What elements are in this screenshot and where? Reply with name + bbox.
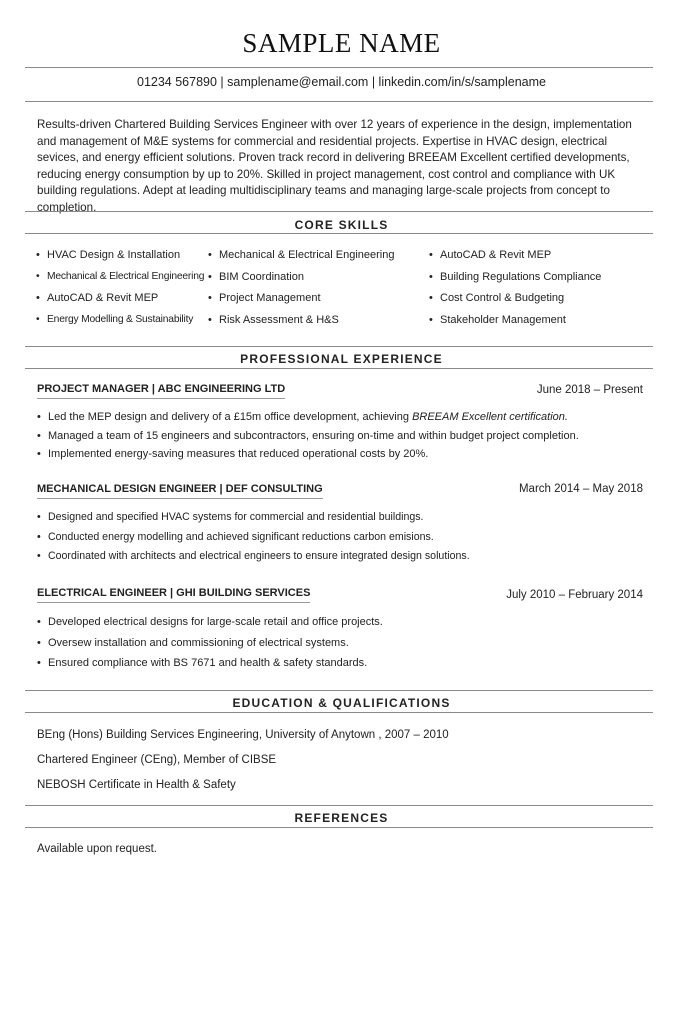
divider: [25, 67, 653, 68]
section-title-education: EDUCATION & QUALIFICATIONS: [232, 696, 451, 710]
job-bullet: [37, 411, 568, 423]
job-bullet: [37, 430, 579, 442]
bullet-text: Developed electrical designs for large-scale retail and office projects.: [48, 616, 383, 628]
job-bullet: [37, 657, 367, 669]
job-bullet: [37, 531, 434, 543]
bullet-icon: •: [208, 292, 212, 304]
skill-label: HVAC Design & Installation: [47, 249, 181, 261]
bullet-text: Conducted energy modelling and achieved significant reductions carbon emisions.: [48, 531, 434, 543]
bullet-icon: •: [208, 271, 212, 283]
references-text: Available upon request.: [37, 843, 157, 855]
skill-item: [429, 314, 566, 326]
professional-summary: Results-driven Chartered Building Services Engineer with over 12 years of experience in the design, implementation and management of M&E systems for commercial and residential projects. Expertise in HVAC design, electrical sevices, and energy efficient solutions. Proven track record in delivering BREEAM Excellent certified developments, reducing energy consumption by up to 20%. Skilled in project management, cost control and compliance with UK building regulations. Adept at leading multidisciplinary teams and managing large-scale projects from concept to completion.: [37, 118, 632, 214]
skill-item: [36, 249, 180, 261]
skill-label: AutoCAD & Revit MEP: [440, 249, 552, 261]
skill-item: [208, 314, 339, 326]
bullet-text: Led the MEP design and delivery of a £15m office development, achieving: [48, 411, 413, 423]
job-bullet: [37, 550, 470, 562]
bullet-text: Coordinated with architects and electrical engineers to ensure integrated design solutions.: [48, 550, 470, 562]
job-title: MECHANICAL DESIGN ENGINEER | DEF CONSULTING: [37, 483, 323, 499]
job-dates: June 2018 – Present: [536, 384, 643, 396]
bullet-icon: •: [429, 249, 433, 261]
skill-item: [36, 314, 193, 325]
bullet-text: Ensured compliance with BS 7671 and health & safety standards.: [48, 657, 368, 669]
bullet-text: Implemented energy-saving measures that reduced operational costs by 20%.: [48, 448, 429, 460]
job-bullet: [37, 637, 349, 649]
skill-label: Building Regulations Compliance: [440, 271, 602, 283]
skill-item: [429, 271, 601, 283]
education-item: NEBOSH Certificate in Health & Safety: [37, 779, 236, 791]
divider: [25, 690, 653, 691]
divider: [25, 211, 653, 212]
bullet-text: Designed and specified HVAC systems for commercial and residential buildings.: [48, 511, 424, 523]
skill-item: [208, 249, 394, 261]
section-title-references: REFERENCES: [294, 811, 389, 825]
skill-item: [36, 271, 204, 282]
job-bullet: [37, 616, 383, 628]
bullet-icon: •: [429, 314, 433, 326]
bullet-icon: •: [37, 637, 41, 649]
divider: [25, 368, 653, 369]
job-title: ELECTRICAL ENGINEER | GHI BUILDING SERVICES: [37, 587, 310, 603]
bullet-icon: •: [208, 314, 212, 326]
divider: [25, 233, 653, 234]
bullet-icon: •: [37, 448, 41, 460]
bullet-icon: •: [36, 271, 40, 282]
divider: [25, 101, 653, 102]
bullet-icon: •: [36, 314, 40, 325]
skill-label: BIM Coordination: [219, 271, 304, 283]
skill-label: AutoCAD & Revit MEP: [47, 292, 159, 304]
skill-label: Project Management: [219, 292, 321, 304]
job-bullet: [37, 511, 423, 523]
skill-item: [429, 292, 564, 304]
job-dates: March 2014 – May 2018: [518, 483, 643, 495]
skill-item: [208, 292, 321, 304]
bullet-text: Oversew installation and commissioning of electrical systems.: [48, 637, 349, 649]
skill-label: Energy Modelling & Sustainability: [47, 314, 194, 325]
education-item: Chartered Engineer (CEng), Member of CIBSE: [37, 754, 277, 766]
education-item: BEng (Hons) Building Services Engineering, University of Anytown , 2007 – 2010: [37, 729, 449, 741]
divider: [25, 712, 653, 713]
bullet-icon: •: [429, 292, 433, 304]
skill-item: [429, 249, 551, 261]
contact-info: 01234 567890 | samplename@email.com | linkedin.com/in/s/samplename: [137, 75, 546, 89]
bullet-icon: •: [37, 616, 41, 628]
job-dates: July 2010 – February 2014: [506, 589, 643, 601]
candidate-name: SAMPLE NAME: [242, 28, 441, 58]
skill-label: Mechanical & Electrical Engineering: [47, 271, 205, 282]
bullet-text: Managed a team of 15 engineers and subcontractors, ensuring on-time and within budget project completion.: [48, 430, 579, 442]
bullet-icon: •: [36, 292, 40, 304]
bullet-icon: •: [37, 531, 41, 543]
skill-label: Stakeholder Management: [440, 314, 566, 326]
job-bullet: [37, 448, 428, 460]
skill-label: Risk Assessment & H&S: [219, 314, 339, 326]
bullet-icon: •: [208, 249, 212, 261]
skill-item: [208, 271, 304, 283]
divider: [25, 346, 653, 347]
divider: [25, 805, 653, 806]
skill-label: Cost Control & Budgeting: [440, 292, 565, 304]
bullet-icon: •: [429, 271, 433, 283]
section-title-experience: PROFESSIONAL EXPERIENCE: [240, 352, 443, 366]
bullet-icon: •: [37, 550, 41, 562]
bullet-icon: •: [37, 511, 41, 523]
skill-label: Mechanical & Electrical Engineering: [219, 249, 395, 261]
bullet-emphasis: BREEAM Excellent certification.: [412, 411, 568, 423]
section-title-core-skills: CORE SKILLS: [294, 218, 389, 232]
bullet-icon: •: [36, 249, 40, 261]
bullet-icon: •: [37, 430, 41, 442]
skill-item: [36, 292, 158, 304]
divider: [25, 827, 653, 828]
bullet-icon: •: [37, 657, 41, 669]
job-title: PROJECT MANAGER | ABC ENGINEERING LTD: [37, 383, 285, 399]
bullet-icon: •: [37, 411, 41, 423]
